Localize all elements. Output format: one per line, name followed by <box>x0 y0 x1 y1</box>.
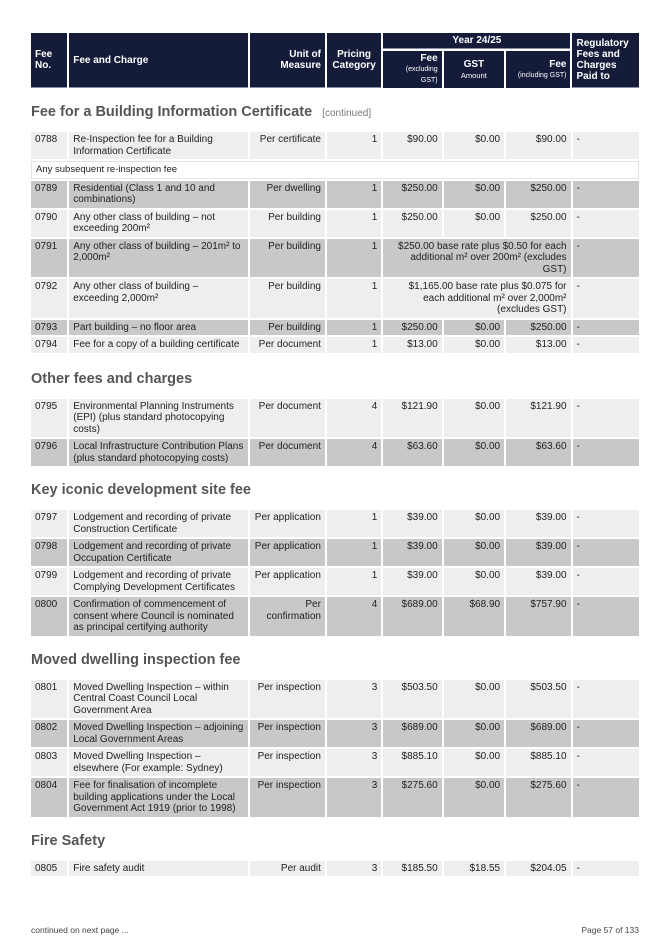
table-row <box>31 861 639 877</box>
table-row <box>31 337 639 353</box>
fee-incl-gst: $63.60 <box>506 439 570 466</box>
fee-excl-gst: $90.00 <box>383 132 441 159</box>
fee-description: Lodgement and recording of private Complying Development Certificates <box>69 568 248 595</box>
unit-of-measure: Per building <box>250 239 325 278</box>
gst-amount: $0.00 <box>444 439 504 466</box>
pricing-category: 1 <box>327 568 381 595</box>
regulatory-paid-to: - <box>573 337 639 353</box>
gst-amount: $0.00 <box>444 132 504 159</box>
unit-of-measure: Per document <box>250 439 325 466</box>
fee-number: 0795 <box>31 399 67 438</box>
table-row <box>31 680 639 719</box>
header-table <box>29 31 641 90</box>
fee-description: Moved Dwelling Inspection – within Central Coast Council Local Government Area <box>69 680 248 719</box>
unit-of-measure: Per inspection <box>250 778 325 817</box>
regulatory-paid-to: - <box>573 210 639 237</box>
header-fee-and-charge: Fee and Charge <box>69 33 248 88</box>
fee-excl-gst: $39.00 <box>383 568 441 595</box>
table-row <box>31 439 639 466</box>
fee-number: 0788 <box>31 132 67 159</box>
unit-of-measure: Per building <box>250 320 325 336</box>
fee-number: 0797 <box>31 510 67 537</box>
section-title-text: Fire Safety <box>31 832 106 849</box>
header-year: Year 24/25 <box>383 33 570 49</box>
gst-amount: $0.00 <box>444 210 504 237</box>
fee-description: Any other class of building – 201m² to 2,000m² <box>69 239 248 278</box>
fee-table <box>29 678 641 819</box>
table-row <box>31 399 639 438</box>
section-title-text: Moved dwelling inspection fee <box>31 651 241 668</box>
section-title-text: Fee for a Building Information Certificate <box>31 104 313 120</box>
fee-incl-gst: $250.00 <box>506 210 570 237</box>
regulatory-paid-to: - <box>573 539 639 566</box>
gst-amount: $0.00 <box>444 337 504 353</box>
unit-of-measure: Per certificate <box>250 132 325 159</box>
unit-of-measure: Per document <box>250 337 325 353</box>
regulatory-paid-to: - <box>573 279 639 318</box>
fee-sections <box>31 102 639 878</box>
gst-amount: $0.00 <box>444 680 504 719</box>
fee-description: Moved Dwelling Inspection – adjoining Local Government Areas <box>69 720 248 747</box>
regulatory-paid-to: - <box>573 680 639 719</box>
table-row <box>31 279 639 318</box>
fee-schedule-page <box>31 31 639 878</box>
table-row <box>31 778 639 817</box>
fee-excl-gst: $13.00 <box>383 337 441 353</box>
gst-amount: $0.00 <box>444 510 504 537</box>
fee-table <box>29 859 641 879</box>
section-title <box>31 650 639 670</box>
fee-number: 0801 <box>31 680 67 719</box>
fee-incl-gst: $204.05 <box>506 861 570 877</box>
fee-description: Fee for a copy of a building certificate <box>69 337 248 353</box>
fee-number: 0791 <box>31 239 67 278</box>
table-row <box>31 132 639 159</box>
regulatory-paid-to: - <box>573 510 639 537</box>
gst-amount: $0.00 <box>444 749 504 776</box>
fee-number: 0798 <box>31 539 67 566</box>
table-row <box>31 749 639 776</box>
gst-amount: $0.00 <box>444 320 504 336</box>
unit-of-measure: Per confirmation <box>250 597 325 636</box>
fee-number: 0789 <box>31 181 67 208</box>
table-row <box>31 181 639 208</box>
unit-of-measure: Per inspection <box>250 680 325 719</box>
table-note-row <box>31 161 639 179</box>
fee-incl-gst: $39.00 <box>506 539 570 566</box>
fee-excl-gst: $689.00 <box>383 597 441 636</box>
table-row <box>31 210 639 237</box>
header-pricing-category: Pricing Category <box>327 33 381 88</box>
header-fee-excl: Fee (excluding GST) <box>383 51 441 88</box>
pricing-category: 3 <box>327 680 381 719</box>
pricing-category: 1 <box>327 279 381 318</box>
fee-section <box>31 102 639 355</box>
header-gst: GST Amount <box>444 51 504 88</box>
regulatory-paid-to: - <box>573 720 639 747</box>
unit-of-measure: Per document <box>250 399 325 438</box>
regulatory-paid-to: - <box>573 439 639 466</box>
fee-number: 0805 <box>31 861 67 877</box>
fee-excl-gst: $63.60 <box>383 439 441 466</box>
regulatory-paid-to: - <box>573 320 639 336</box>
regulatory-paid-to: - <box>573 181 639 208</box>
fee-description: Residential (Class 1 and 10 and combinations) <box>69 181 248 208</box>
unit-of-measure: Per audit <box>250 861 325 877</box>
unit-of-measure: Per building <box>250 279 325 318</box>
fee-excl-gst: $275.60 <box>383 778 441 817</box>
pricing-category: 1 <box>327 510 381 537</box>
fee-number: 0803 <box>31 749 67 776</box>
gst-amount: $0.00 <box>444 539 504 566</box>
pricing-category: 4 <box>327 399 381 438</box>
fee-number: 0802 <box>31 720 67 747</box>
pricing-category: 4 <box>327 439 381 466</box>
section-title-text: Other fees and charges <box>31 370 193 387</box>
fee-number: 0792 <box>31 279 67 318</box>
footer-continued: continued on next page ... <box>31 925 129 935</box>
fee-description: Any other class of building – exceeding 2,000m² <box>69 279 248 318</box>
table-row <box>31 539 639 566</box>
fee-description: Lodgement and recording of private Construction Certificate <box>69 510 248 537</box>
fee-excl-gst: $503.50 <box>383 680 441 719</box>
fee-incl-gst: $39.00 <box>506 510 570 537</box>
footer-page-number: Page 57 of 133 <box>581 925 639 935</box>
fee-description: Any other class of building – not exceeding 200m² <box>69 210 248 237</box>
header-fee-no: Fee No. <box>31 33 67 88</box>
fee-description: Environmental Planning Instruments (EPI) (plus standard photocopying costs) <box>69 399 248 438</box>
fee-number: 0794 <box>31 337 67 353</box>
header-unit-of-measure: Unit of Measure <box>250 33 324 88</box>
unit-of-measure: Per dwelling <box>250 181 325 208</box>
fee-section <box>31 480 639 638</box>
fee-number: 0790 <box>31 210 67 237</box>
regulatory-paid-to: - <box>573 132 639 159</box>
section-title-text: Key iconic development site fee <box>31 482 251 498</box>
pricing-category: 3 <box>327 749 381 776</box>
pricing-category: 3 <box>327 861 381 877</box>
regulatory-paid-to: - <box>573 568 639 595</box>
fee-rate-note: $1,165.00 base rate plus $0.075 for each additional m² over 2,000m² (excludes GST) <box>383 279 570 318</box>
pricing-category: 1 <box>327 539 381 566</box>
fee-incl-gst: $689.00 <box>506 720 570 747</box>
regulatory-paid-to: - <box>573 861 639 877</box>
gst-amount: $0.00 <box>444 181 504 208</box>
fee-incl-gst: $13.00 <box>506 337 570 353</box>
fee-number: 0804 <box>31 778 67 817</box>
fee-description: Re-Inspection fee for a Building Information Certificate <box>69 132 248 159</box>
note-text: Any subsequent re-inspection fee <box>31 161 639 179</box>
table-row <box>31 720 639 747</box>
pricing-category: 4 <box>327 597 381 636</box>
regulatory-paid-to: - <box>573 778 639 817</box>
table-row <box>31 568 639 595</box>
fee-description: Confirmation of commencement of consent where Council is nominated as principal certifying authority <box>69 597 248 636</box>
fee-description: Moved Dwelling Inspection – elsewhere (For example: Sydney) <box>69 749 248 776</box>
table-row <box>31 510 639 537</box>
fee-incl-gst: $250.00 <box>506 320 570 336</box>
section-title <box>31 831 639 851</box>
unit-of-measure: Per application <box>250 539 325 566</box>
regulatory-paid-to: - <box>573 399 639 438</box>
fee-number: 0793 <box>31 320 67 336</box>
fee-section <box>31 369 639 469</box>
unit-of-measure: Per building <box>250 210 325 237</box>
pricing-category: 1 <box>327 132 381 159</box>
gst-amount: $0.00 <box>444 568 504 595</box>
table-row <box>31 597 639 636</box>
fee-incl-gst: $39.00 <box>506 568 570 595</box>
fee-number: 0796 <box>31 439 67 466</box>
unit-of-measure: Per application <box>250 510 325 537</box>
gst-amount: $68.90 <box>444 597 504 636</box>
fee-table <box>29 130 641 355</box>
fee-table <box>29 397 641 469</box>
pricing-category: 1 <box>327 320 381 336</box>
fee-excl-gst: $121.90 <box>383 399 441 438</box>
unit-of-measure: Per application <box>250 568 325 595</box>
fee-section <box>31 650 639 819</box>
header-regulatory: Regulatory Fees and Charges Paid to <box>572 33 639 88</box>
fee-description: Fee for finalisation of incomplete building applications under the Local Government Act 1919 (prior to 1998) <box>69 778 248 817</box>
pricing-category: 3 <box>327 778 381 817</box>
fee-incl-gst: $757.90 <box>506 597 570 636</box>
pricing-category: 1 <box>327 181 381 208</box>
fee-incl-gst: $90.00 <box>506 132 570 159</box>
table-row <box>31 239 639 278</box>
section-title <box>31 369 639 389</box>
pricing-category: 1 <box>327 210 381 237</box>
fee-excl-gst: $885.10 <box>383 749 441 776</box>
unit-of-measure: Per inspection <box>250 720 325 747</box>
fee-rate-note: $250.00 base rate plus $0.50 for each additional m² over 200m² (excludes GST) <box>383 239 570 278</box>
regulatory-paid-to: - <box>573 239 639 278</box>
header-fee-incl: Fee (including GST) <box>506 51 570 88</box>
gst-amount: $0.00 <box>444 778 504 817</box>
fee-incl-gst: $121.90 <box>506 399 570 438</box>
fee-description: Local Infrastructure Contribution Plans (plus standard photocopying costs) <box>69 439 248 466</box>
fee-incl-gst: $885.10 <box>506 749 570 776</box>
pricing-category: 3 <box>327 720 381 747</box>
fee-description: Part building – no floor area <box>69 320 248 336</box>
regulatory-paid-to: - <box>573 597 639 636</box>
section-title <box>31 480 639 500</box>
fee-excl-gst: $689.00 <box>383 720 441 747</box>
fee-excl-gst: $39.00 <box>383 510 441 537</box>
regulatory-paid-to: - <box>573 749 639 776</box>
fee-number: 0799 <box>31 568 67 595</box>
pricing-category: 1 <box>327 239 381 278</box>
fee-description: Lodgement and recording of private Occupation Certificate <box>69 539 248 566</box>
fee-excl-gst: $250.00 <box>383 210 441 237</box>
fee-number: 0800 <box>31 597 67 636</box>
fee-excl-gst: $185.50 <box>383 861 441 877</box>
fee-section <box>31 831 639 879</box>
fee-incl-gst: $275.60 <box>506 778 570 817</box>
fee-excl-gst: $250.00 <box>383 181 441 208</box>
fee-excl-gst: $39.00 <box>383 539 441 566</box>
unit-of-measure: Per inspection <box>250 749 325 776</box>
fee-excl-gst: $250.00 <box>383 320 441 336</box>
gst-amount: $18.55 <box>444 861 504 877</box>
section-continued-label: [continued] <box>322 108 372 119</box>
section-title <box>31 102 639 122</box>
fee-incl-gst: $250.00 <box>506 181 570 208</box>
pricing-category: 1 <box>327 337 381 353</box>
fee-description: Fire safety audit <box>69 861 248 877</box>
gst-amount: $0.00 <box>444 399 504 438</box>
fee-table <box>29 508 641 638</box>
table-row <box>31 320 639 336</box>
gst-amount: $0.00 <box>444 720 504 747</box>
fee-incl-gst: $503.50 <box>506 680 570 719</box>
